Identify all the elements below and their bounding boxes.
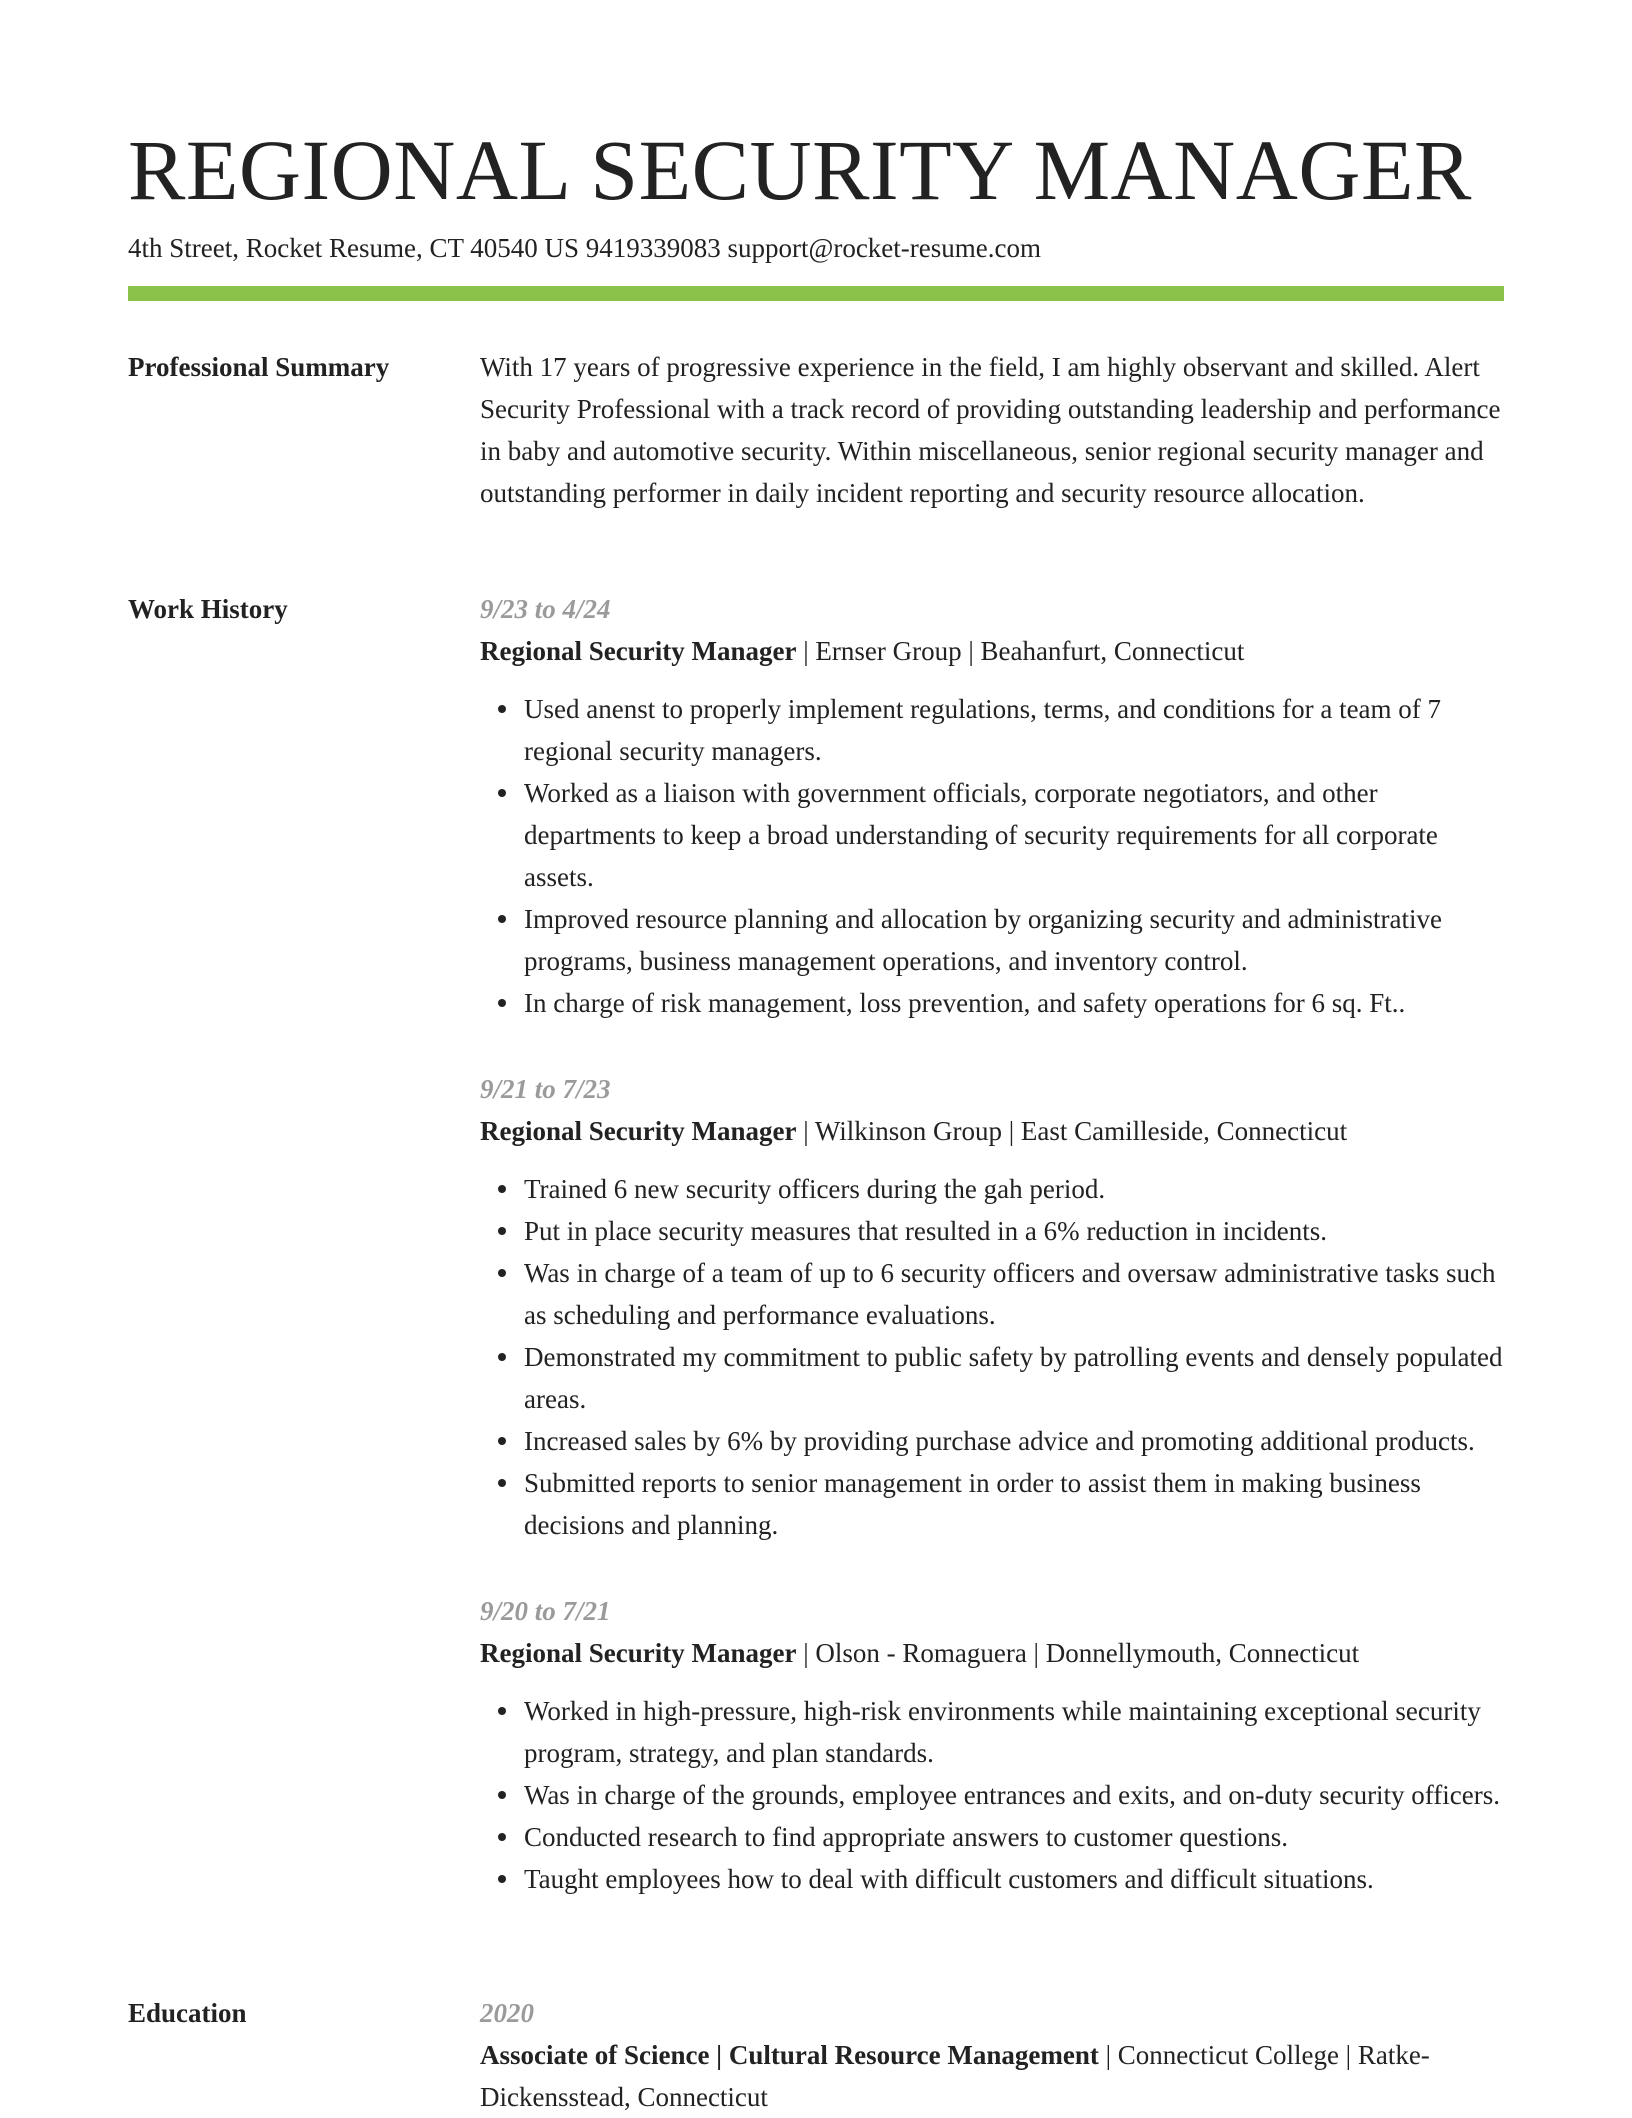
job-dates: 9/20 to 7/21 (480, 1596, 611, 1626)
job-bullet: Increased sales by 6% by providing purchase advice and promoting additional products. (524, 1420, 1504, 1462)
job-bullets (480, 688, 1504, 1024)
job-bullet: Demonstrated my commitment to public safety by patrolling events and densely populated areas. (524, 1336, 1504, 1420)
job-bullet: Improved resource planning and allocation by organizing security and administrative programs, business management operations, and inventory control. (524, 898, 1504, 982)
job-heading (480, 1110, 1504, 1152)
job-heading (480, 1632, 1504, 1674)
accent-divider (128, 286, 1504, 301)
job-bullet: Trained 6 new security officers during the gah period. (524, 1168, 1504, 1210)
job-bullet: In charge of risk management, loss prevention, and safety operations for 6 sq. Ft.. (524, 982, 1504, 1024)
job-details: | Wilkinson Group | East Camilleside, Connecticut (796, 1116, 1348, 1146)
summary-section (128, 346, 1504, 526)
job-details: | Ernser Group | Beahanfurt, Connecticut (796, 636, 1245, 666)
education-heading-line (480, 2034, 1504, 2118)
education-year: 2020 (480, 1998, 534, 2028)
job-entry (480, 588, 1504, 1024)
job-bullet: Was in charge of a team of up to 6 security officers and oversaw administrative tasks such as scheduling and performance evaluations. (524, 1252, 1504, 1336)
education-degree: Associate of Science | Cultural Resource Management (480, 2040, 1099, 2070)
job-heading (480, 630, 1504, 672)
resume-title: REGIONAL SECURITY MANAGER (128, 122, 1472, 218)
education-details: | Connecticut College | Ratke-Dickensstead, Connecticut (480, 2040, 1430, 2112)
job-bullet: Put in place security measures that resulted in a 6% reduction in incidents. (524, 1210, 1504, 1252)
job-bullet: Submitted reports to senior management in order to assist them in making business decisions and planning. (524, 1462, 1504, 1546)
work-history-body (480, 588, 1504, 1944)
work-history-heading: Work History (128, 594, 288, 624)
job-bullets (480, 1690, 1504, 1900)
job-entry (480, 1590, 1504, 1900)
job-details: | Olson - Romaguera | Donnellymouth, Connecticut (796, 1638, 1360, 1668)
job-bullet: Was in charge of the grounds, employee entrances and exits, and on-duty security officers. (524, 1774, 1504, 1816)
job-bullets (480, 1168, 1504, 1546)
job-title: Regional Security Manager (480, 1116, 797, 1146)
job-dates: 9/23 to 4/24 (480, 594, 611, 624)
job-title: Regional Security Manager (480, 636, 797, 666)
job-bullet: Conducted research to find appropriate answers to customer questions. (524, 1816, 1504, 1858)
job-bullet: Worked as a liaison with government officials, corporate negotiators, and other departments to keep a broad understanding of security requirements for all corporate assets. (524, 772, 1504, 898)
job-bullet: Taught employees how to deal with difficult customers and difficult situations. (524, 1858, 1504, 1900)
job-dates: 9/21 to 7/23 (480, 1074, 611, 1104)
job-bullet: Used anenst to properly implement regulations, terms, and conditions for a team of 7 regional security managers. (524, 688, 1504, 772)
job-bullet: Worked in high-pressure, high-risk environments while maintaining exceptional security program, strategy, and plan standards. (524, 1690, 1504, 1774)
summary-text: With 17 years of progressive experience in the field, I am highly observant and skilled. Alert Security Professional with a track record of providing outstanding leadership and performance in baby and automotive security. Within miscellaneous, senior regional security manager and outstanding performer in daily incident reporting and security resource allocation. (480, 352, 1501, 508)
education-heading: Education (128, 1998, 247, 2028)
job-entry (480, 1068, 1504, 1546)
summary-body (480, 346, 1504, 514)
job-title: Regional Security Manager (480, 1638, 797, 1668)
contact-line: 4th Street, Rocket Resume, CT 40540 US 9419339083 support@rocket-resume.com (128, 233, 1041, 263)
summary-heading: Professional Summary (128, 352, 390, 382)
education-body (480, 1992, 1504, 2118)
